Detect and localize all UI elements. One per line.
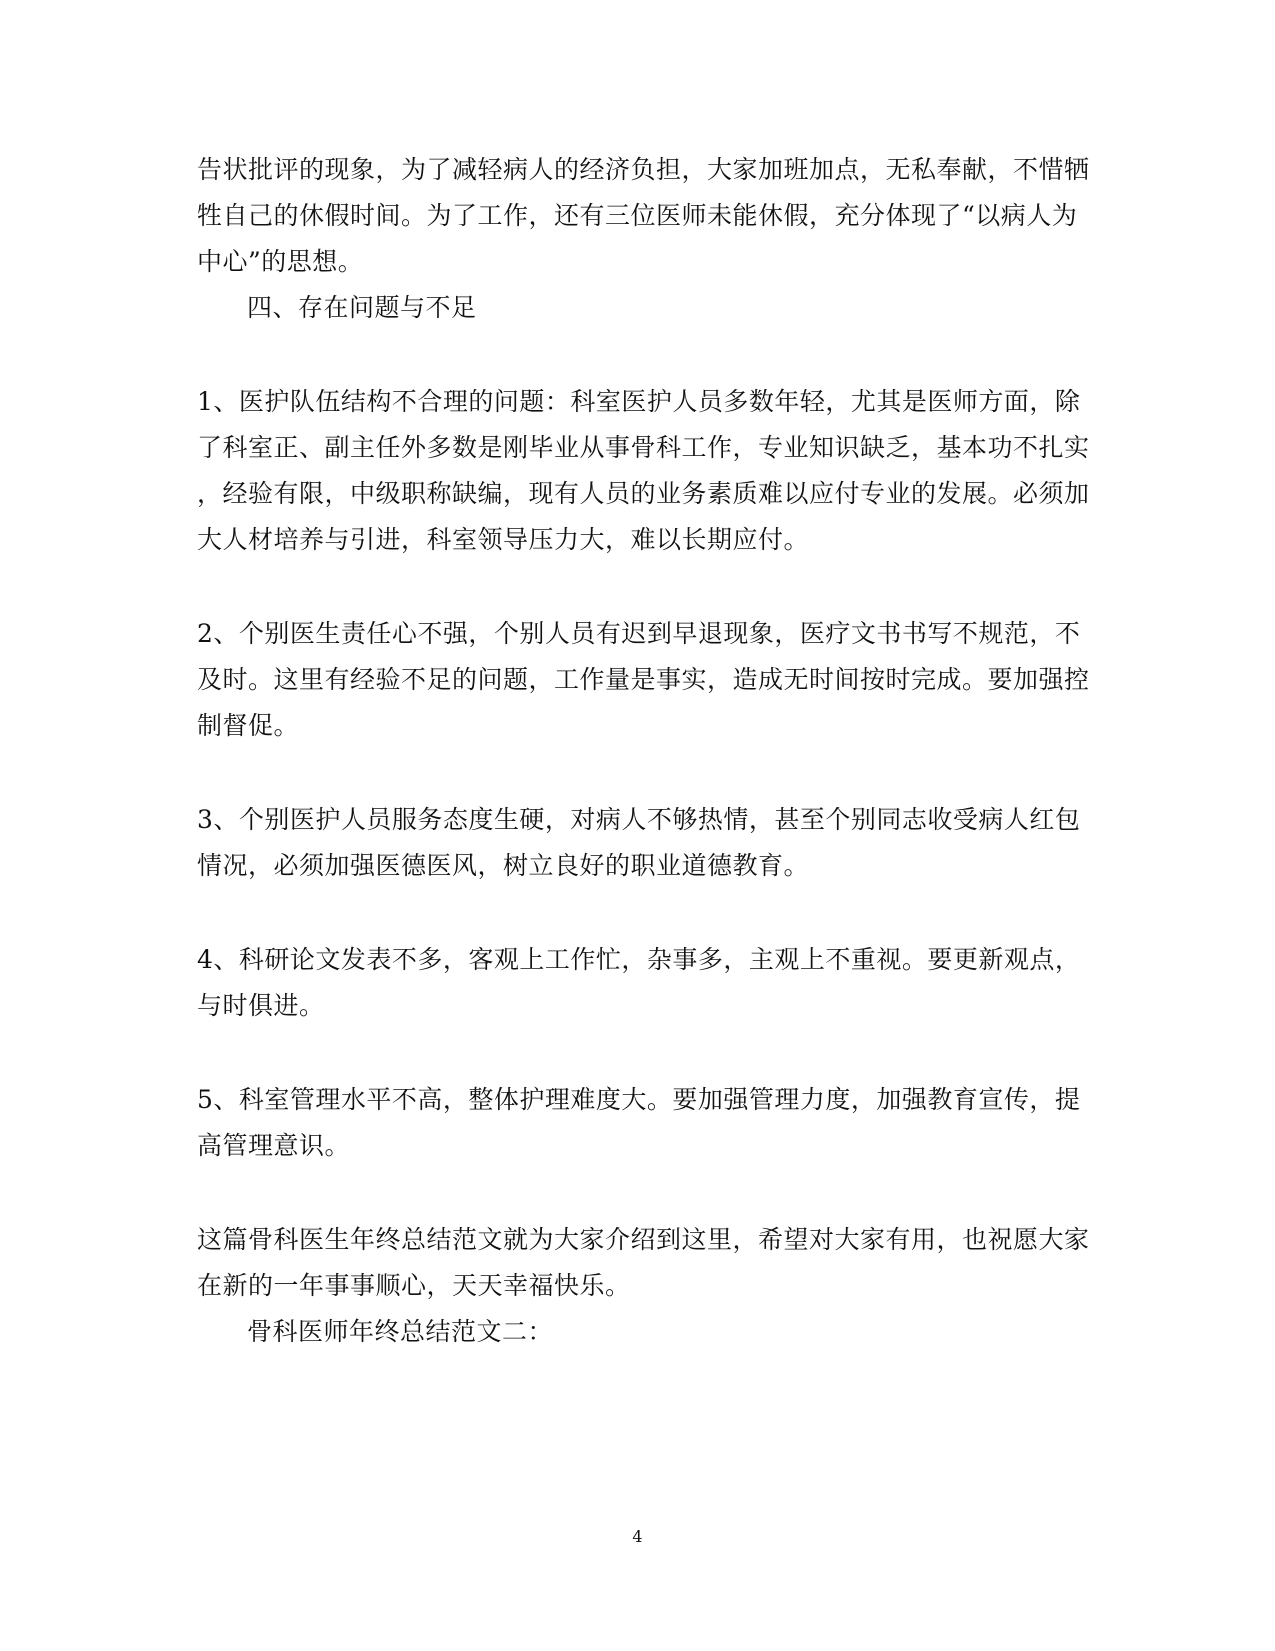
list-item-line: 高管理意识。 [197,1131,351,1160]
paragraph-line: 告状批评的现象，为了减轻病人的经济负担，大家加班加点，无私奉献，不惜牺 [197,155,1090,184]
list-item-line: ，经验有限，中级职称缺编，现有人员的业务素质难以应付专业的发展。必须加 [197,479,1090,508]
list-item-line: 了科室正、副主任外多数是刚毕业从事骨科工作，专业知识缺乏，基本功不扎实 [197,433,1090,462]
list-item-line: 制督促。 [197,711,300,740]
paragraph-line: 中心”的思想。 [197,247,364,276]
paragraph-line: 这篇骨科医生年终总结范文就为大家介绍到这里，希望对大家有用，也祝愿大家 [197,1225,1090,1254]
paragraph-line: 在新的一年事事顺心，天天幸福快乐。 [197,1271,631,1300]
article-heading: 骨科医师年终总结范文二： [247,1317,554,1346]
paragraph-line: 牲自己的休假时间。为了工作，还有三位医师未能休假，充分体现了“以病人为 [197,201,1078,230]
list-item-line: 5、科室管理水平不高，整体护理难度大。要加强管理力度，加强教育宣传，提 [197,1085,1081,1114]
list-item-line: 3、个别医护人员服务态度生硬，对病人不够热情，甚至个别同志收受病人红包 [197,805,1081,834]
list-item-line: 与时俱进。 [197,991,325,1020]
section-heading: 四、存在问题与不足 [247,293,477,322]
page-number: 4 [632,1527,643,1546]
list-item-line: 4、科研论文发表不多，客观上工作忙，杂事多，主观上不重视。要更新观点， [197,945,1081,974]
list-item-line: 2、个别医生责任心不强，个别人员有迟到早退现象，医疗文书书写不规范，不 [197,619,1081,648]
list-item-line: 情况，必须加强医德医风，树立良好的职业道德教育。 [197,851,810,880]
list-item-line: 1、医护队伍结构不合理的问题：科室医护人员多数年轻，尤其是医师方面，除 [197,387,1081,416]
list-item-line: 及时。这里有经验不足的问题，工作量是事实，造成无时间按时完成。要加强控 [197,665,1090,694]
list-item-line: 大人材培养与引进，科室领导压力大，难以长期应付。 [197,525,810,554]
